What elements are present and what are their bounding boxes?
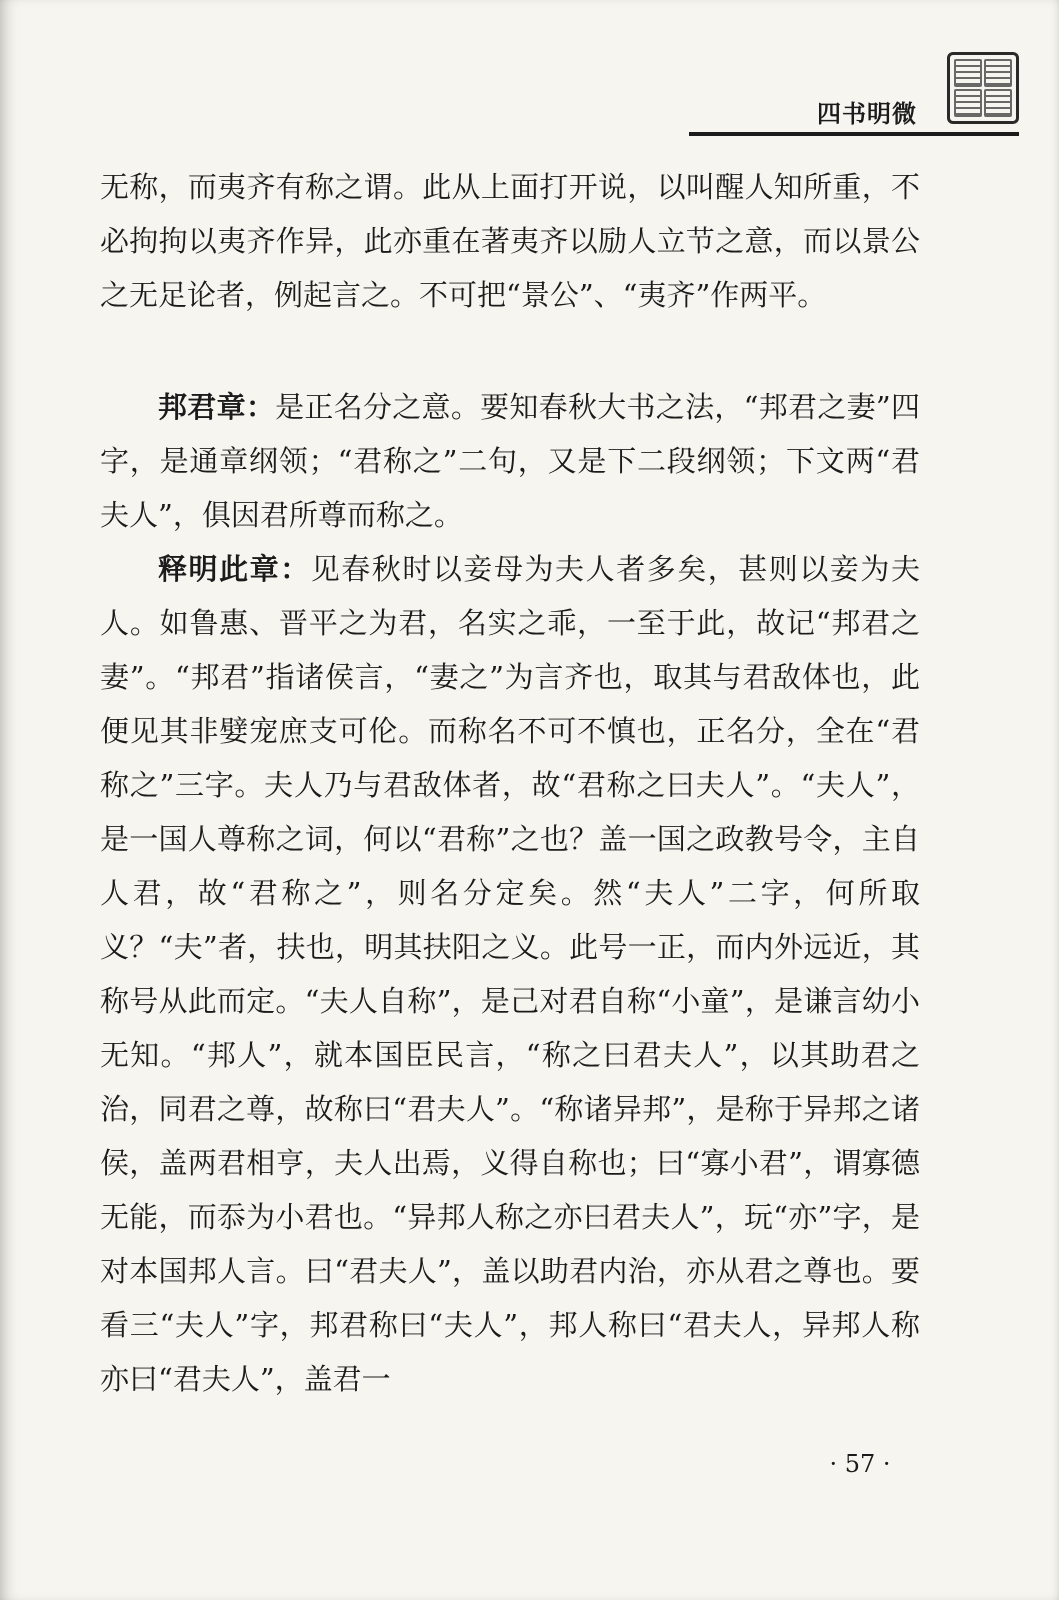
paragraph-text: 是正名分之意。要知春秋大书之法，“邦君之妻”四字，是通章纲领；“君称之”二句，又是下二段纲领；下文两“君夫人”，俱因君所尊而称之。 <box>100 390 920 532</box>
page-body <box>100 160 920 1406</box>
paragraph-text: 见春秋时以妾母为夫人者多矣，甚则以妾为夫人。如鲁惠、晋平之为君，名实之乖，一至于此，故记“邦君之妻”。“邦君”指诸侯言，“妻之”为言齐也，取其与君敌体也，此便见其非嬖宠庶支可伦。而称名不可不慎也，正名分，全在“君称之”三字。夫人乃与君敌体者，故“君称之曰夫人”。“夫人”，是一国人尊称之词，何以“君称”之也？盖一国之政教号令，主自人君，故“君称之”，则名分定矣。然“夫人”二字，何所取义？“夫”者，扶也，明其扶阳之义。此号一正，而内外远近，其称号从此而定。“夫人自称”，是己对君自称“小童”，是谦言幼小无知。“邦人”，就本国臣民言，“称之曰君夫人”，以其助君之治，同君之尊，故称曰“君夫人”。“称诸异邦”，是称于异邦之诸侯，盖两君相亨，夫人出焉，义得自称也；曰“寡小君”，谓寡德无能，而忝为小君也。“异邦人称之亦曰君夫人”，玩“亦”字，是对本国邦人言。曰“君夫人”，盖以助君内治，亦从君之尊也。要看三“夫人”字，邦君称曰“夫人”，邦人称曰“君夫人，异邦人称亦曰“君夫人”，盖君一 <box>100 552 920 1396</box>
seal-glyph <box>954 89 982 117</box>
section-heading-bangjun: 邦君章： <box>158 390 276 424</box>
paragraph-continued: 无称，而夷齐有称之谓。此从上面打开说，以叫醒人知所重，不必拘拘以夷齐作异，此亦重在著夷齐以励人立节之意，而以景公之无足论者，例起言之。不可把“景公”、“夷齐”作两平。 <box>100 170 920 312</box>
seal-glyph <box>984 89 1012 117</box>
page-number: · 57 · <box>829 1450 891 1478</box>
seal-glyph <box>984 59 1012 87</box>
seal-glyph <box>954 59 982 87</box>
header-rule <box>689 132 1019 136</box>
seal-stamp-icon <box>947 52 1019 124</box>
book-title: 四书明微 <box>817 100 917 128</box>
section-heading-shiming: 释明此章： <box>158 552 311 586</box>
paragraph-bangjun <box>100 380 920 542</box>
running-header <box>689 52 1019 136</box>
paragraph-shiming <box>100 542 920 1406</box>
section-spacer <box>100 322 920 380</box>
